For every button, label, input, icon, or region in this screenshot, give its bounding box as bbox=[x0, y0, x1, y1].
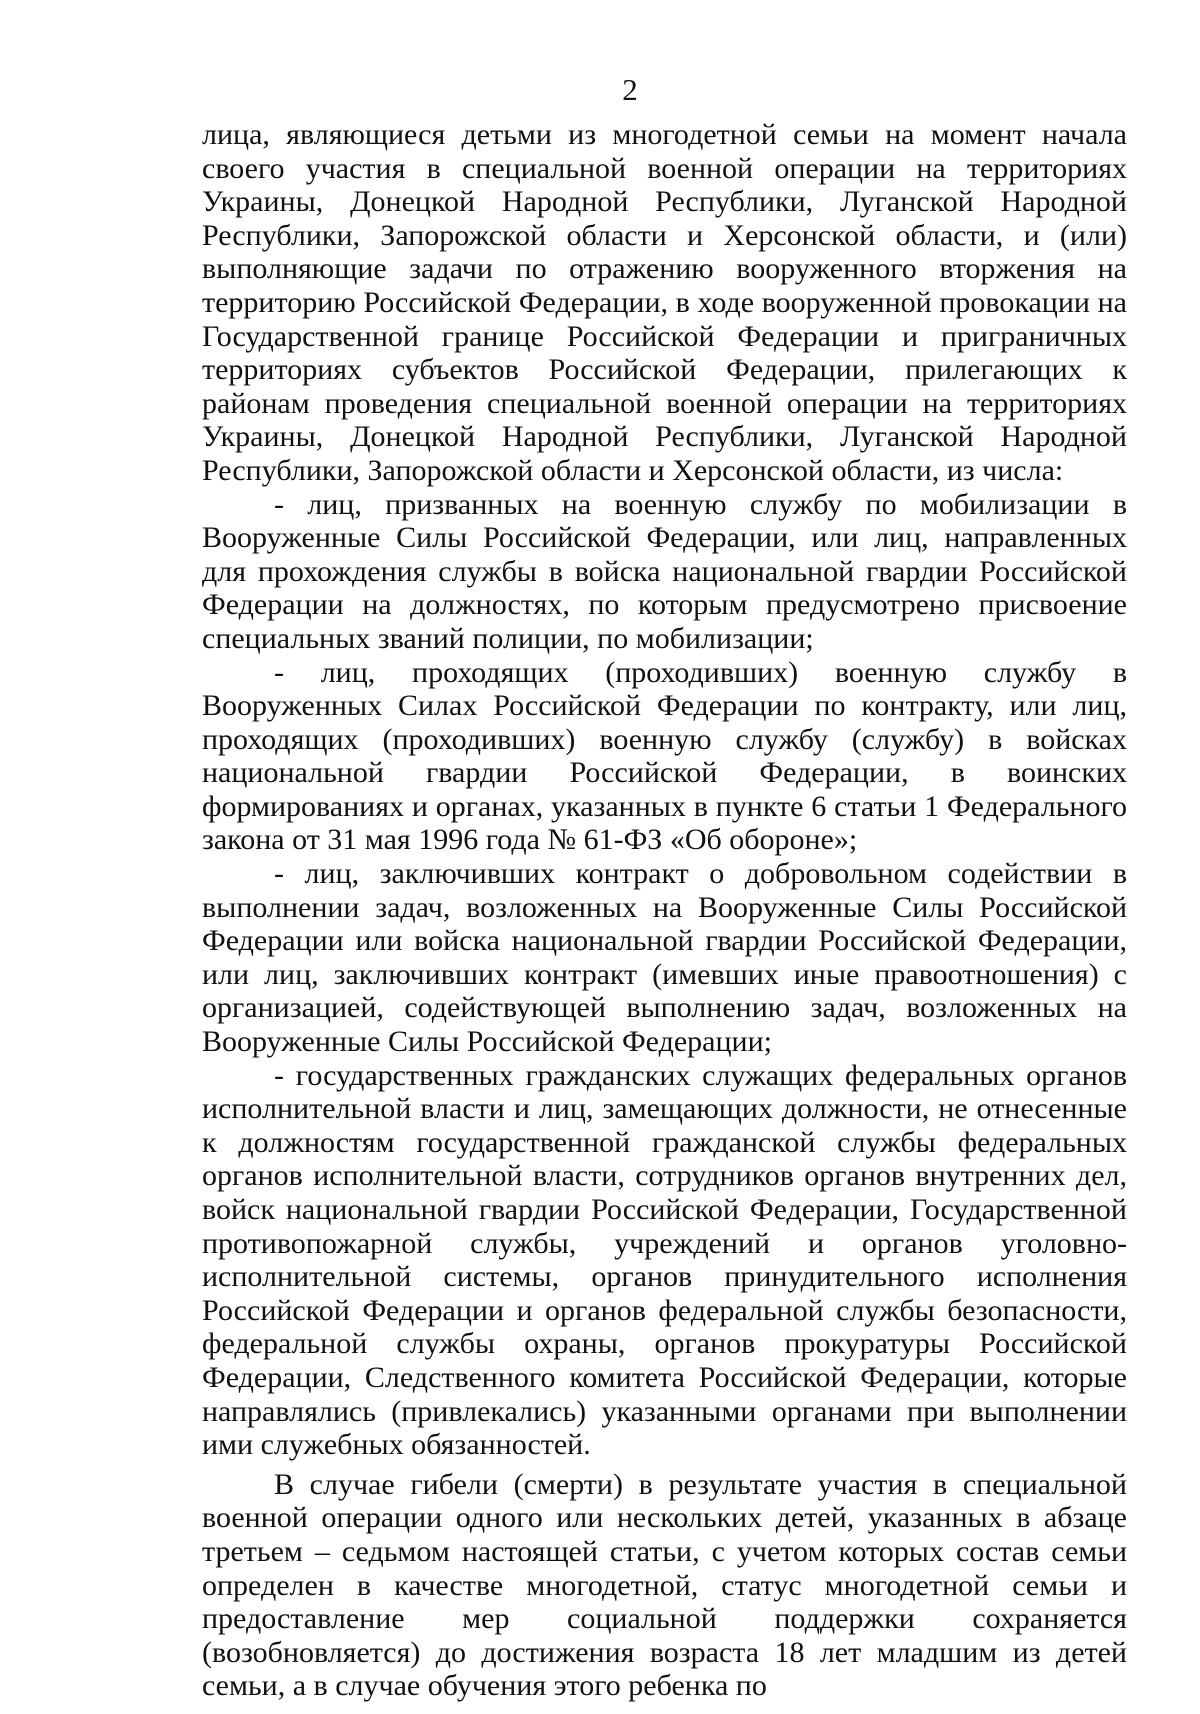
paragraph-contract-service: - лиц, проходящих (проходивших) военную службу в Вооруженных Силах Российской Федерации по контракту, или лиц, проходящих (проходивших) военную службу (службу) в войсках национальной гвардии Российской Федерации, в воинских формированиях и органах, указанных в пункте 6 статьи 1 Федерального закона от 31 мая 1996 года № 61-ФЗ «Об обороне»; bbox=[202, 655, 1127, 857]
paragraph-death-case: В случае гибели (смерти) в результате участия в специальной военной операции одного или нескольких детей, указанных в абзаце третьем – седьмом настоящей статьи, с учетом которых состав семьи определен в качестве многодетной, статус многодетной семьи и предоставление мер социальной поддержки сохраняется (возобновляется) до достижения возраста 18 лет младшим из детей семьи, а в случае обучения этого ребенка по bbox=[202, 1467, 1127, 1703]
paragraph-intro: лица, являющиеся детьми из многодетной семьи на момент начала своего участия в специальной военной операции на территориях Украины, Донецкой Народной Республики, Луганской Народной Республики, Запорожской области и Херсонской области, и (или) выполняющие задачи по отражению вооруженного вторжения на территорию Российской Федерации, в ходе вооруженной провокации на Государственной границе Российской Федерации и приграничных территориях субъектов Российской Федерации, прилегающих к районам проведения специальной военной операции на территориях Украины, Донецкой Народной Республики, Луганской Народной Республики, Запорожской области и Херсонской области, из числа: bbox=[202, 118, 1127, 487]
paragraph-mobilized: - лиц, призванных на военную службу по мобилизации в Вооруженные Силы Российской Федерации, или лиц, направленных для прохождения службы в войска национальной гвардии Российской Федерации на должностях, по которым предусмотрено присвоение специальных званий полиции, по мобилизации; bbox=[202, 487, 1127, 655]
paragraph-volunteer-contract: - лиц, заключивших контракт о добровольном содействии в выполнении задач, возложенных на Вооруженные Силы Российской Федерации или войска национальной гвардии Российской Федерации, или лиц, заключивших контракт (имевших иные правоотношения) с организацией, содействующей выполнению задач, возложенных на Вооруженные Силы Российской Федерации; bbox=[202, 857, 1127, 1059]
page-number: 2 bbox=[622, 72, 638, 107]
document-body bbox=[202, 118, 1127, 1703]
paragraph-civil-servants: - государственных гражданских служащих федеральных органов исполнительной власти и лиц, замещающих должности, не отнесенные к должностям государственной гражданской службы федеральных органов исполнительной власти, сотрудников органов внутренних дел, войск национальной гвардии Российской Федерации, Государственной противопожарной службы, учреждений и органов уголовно-исполнительной системы, органов принудительного исполнения Российской Федерации и органов федеральной службы безопасности, федеральной службы охраны, органов прокуратуры Российской Федерации, Следственного комитета Российской Федерации, которые направлялись (привлекались) указанными органами при выполнении ими служебных обязанностей. bbox=[202, 1058, 1127, 1462]
